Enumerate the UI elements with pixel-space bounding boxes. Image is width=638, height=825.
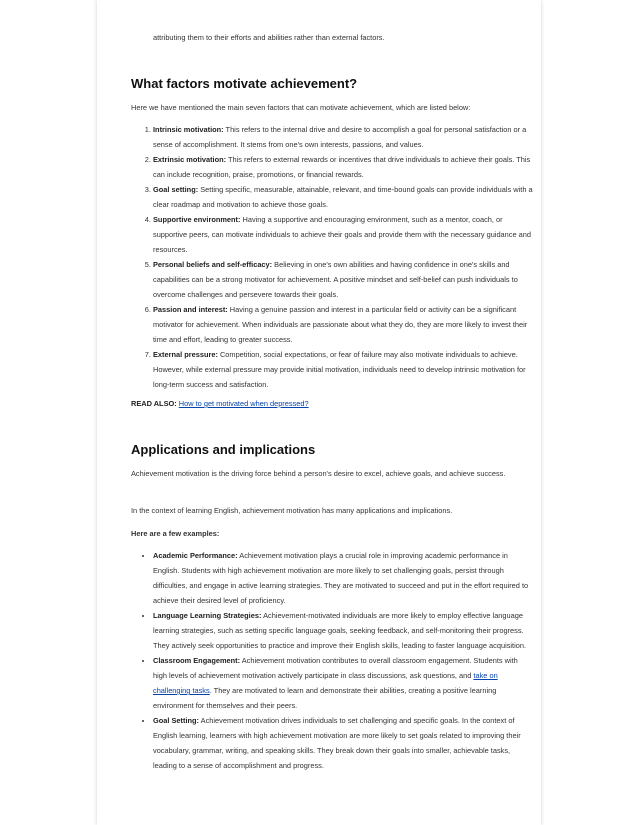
factor-title: Extrinsic motivation: (153, 155, 227, 164)
factor-title: Personal beliefs and self-efficacy: (153, 260, 273, 269)
factor-item (153, 212, 533, 257)
factor-text: Having a genuine passion and interest in a particular field or activity can be a significant motivator for achievement. When individuals are passionate about what they do, they are more likely to invest their time and effort, leading to greater success. (153, 305, 528, 344)
factor-title: Intrinsic motivation: (153, 125, 224, 134)
applications-para-1: Achievement motivation is the driving force behind a person's desire to excel, achieve goals, and achieve success. (131, 469, 506, 478)
factor-item (153, 347, 533, 392)
read-also-link[interactable]: How to get motivated when depressed? (178, 399, 309, 408)
factor-item (153, 152, 533, 182)
example-title: Classroom Engagement: (153, 656, 241, 665)
factor-item (153, 302, 533, 347)
example-title: Academic Performance: (153, 551, 238, 560)
factor-text: Competition, social expectations, or fear of failure may also motivate individuals to achieve. However, while external pressure may provide initial motivation, individuals need to develop intrinsic motivation for long-term success and satisfaction. (153, 350, 526, 389)
factor-title: Passion and interest: (153, 305, 228, 314)
example-text: Achievement motivation contributes to overall classroom engagement. Students with high levels of achievement motivation actively participate in class discussions, ask questions, and (153, 656, 518, 680)
examples-list (131, 548, 533, 773)
example-item (153, 548, 533, 608)
applications-para-2: In the context of learning English, achievement motivation has many applications and implications. (131, 506, 453, 515)
read-also (131, 396, 511, 411)
example-text: . They are motivated to learn and demonstrate their abilities, creating a positive learning environment for themselves and their peers. (153, 686, 497, 710)
applications-para-3: Here are a few examples: (131, 529, 220, 538)
applications-heading: Applications and implications (131, 442, 316, 457)
factor-item (153, 122, 533, 152)
example-item (153, 713, 533, 773)
factor-item (153, 182, 533, 212)
factors-intro: Here we have mentioned the main seven factors that can motivate achievement, which are listed below: (131, 103, 471, 112)
factor-title: External pressure: (153, 350, 218, 359)
example-text: Achievement motivation drives individuals to set challenging and specific goals. In the context of English learning, learners with high achievement motivation are more likely to set goals related to improving their vocabulary, grammar, writing, and speaking skills. They break down their goals into smaller, achievable tasks, leading to a sense of accomplishment and progress. (153, 716, 521, 770)
factor-text: Believing in one's own abilities and having confidence in one's skills and capabilities can be a strong motivator for achievement. A positive mindset and self-belief can push individuals to overcome challenges and persevere towards their goals. (153, 260, 518, 299)
example-title: Goal Setting: (153, 716, 199, 725)
factor-text: This refers to external rewards or incentives that drive individuals to achieve their goals. This can include recognition, praise, promotions, or financial rewards. (153, 155, 531, 179)
factor-title: Goal setting: (153, 185, 199, 194)
factor-text: This refers to the internal drive and desire to accomplish a goal for personal satisfaction or a sense of accomplishment. It stems from one's own interests, passions, and values. (153, 125, 527, 149)
example-item (153, 608, 533, 653)
example-title: Language Learning Strategies: (153, 611, 262, 620)
example-text: Achievement motivation plays a crucial role in improving academic performance in English. Students with high achievement motivation are more likely to set challenging goals, persist through difficulties, and engage in active learning strategies. They are motivated to succeed and put in the effort required to achieve their desired level of proficiency. (153, 551, 529, 605)
factors-heading: What factors motivate achievement? (131, 76, 358, 91)
challenging-tasks-link[interactable]: take on challenging tasks (153, 671, 498, 695)
example-text: Achievement-motivated individuals are more likely to employ effective language learning strategies, such as setting specific language goals, seeking feedback, and self-monitoring their progress. They actively seek opportunities to practice and improve their English skills, leading to faster language acquisition. (153, 611, 527, 650)
read-also-label: READ ALSO: (131, 399, 177, 408)
factor-text: Setting specific, measurable, attainable, relevant, and time-bound goals can provide individuals with a clear roadmap and motivation to achieve those goals. (153, 185, 533, 209)
factor-item (153, 257, 533, 302)
example-item (153, 653, 533, 713)
continuation-text: attributing them to their efforts and abilities rather than external factors. (153, 33, 385, 42)
factor-title: Supportive environment: (153, 215, 241, 224)
factor-text: Having a supportive and encouraging environment, such as a mentor, coach, or supportive peers, can motivate individuals to achieve their goals and provide them with the necessary guidance and resources. (153, 215, 531, 254)
factors-list (131, 122, 533, 392)
